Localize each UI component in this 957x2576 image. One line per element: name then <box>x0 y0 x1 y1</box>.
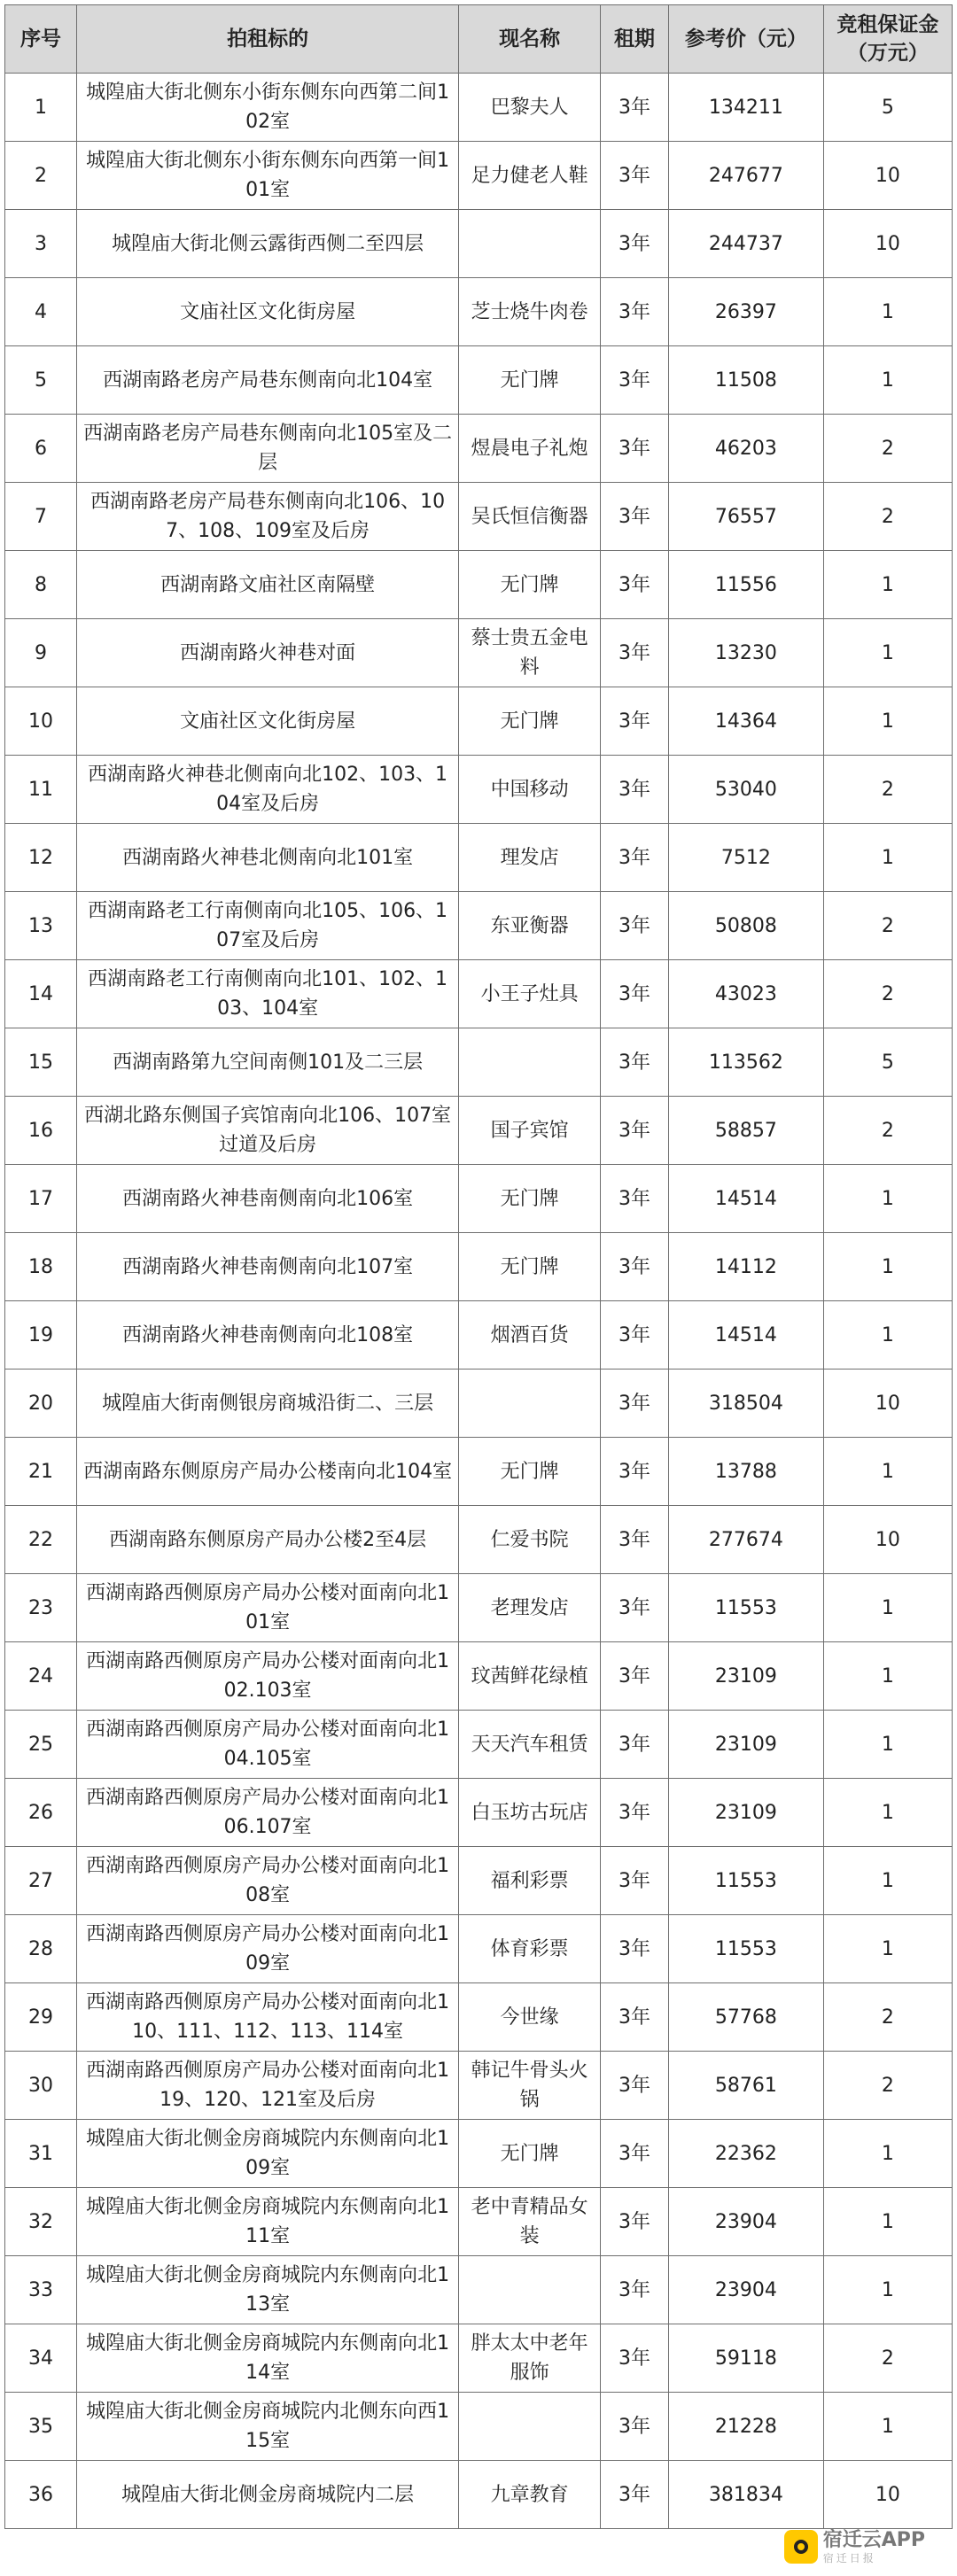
header-property: 拍租标的 <box>77 5 459 74</box>
cell-current-name: 中国移动 <box>459 756 601 824</box>
cell-current-name: 蔡士贵五金电料 <box>459 619 601 687</box>
cell-deposit: 1 <box>823 1574 952 1642</box>
cell-current-name <box>459 2256 601 2324</box>
cell-deposit: 10 <box>823 1369 952 1438</box>
cell-term: 3年 <box>601 210 669 278</box>
cell-term: 3年 <box>601 142 669 210</box>
cell-deposit: 2 <box>823 2324 952 2393</box>
header-index: 序号 <box>5 5 77 74</box>
cell-index: 1 <box>5 74 77 142</box>
cell-term: 3年 <box>601 756 669 824</box>
cell-term: 3年 <box>601 1233 669 1301</box>
table-row <box>5 2052 953 2120</box>
cell-reference-price: 247677 <box>668 142 823 210</box>
cell-term: 3年 <box>601 619 669 687</box>
cell-term: 3年 <box>601 346 669 415</box>
table-row <box>5 483 953 551</box>
cell-property: 西湖南路老房产局巷东侧南向北105室及二层 <box>77 415 459 483</box>
cell-term: 3年 <box>601 824 669 892</box>
cell-property: 西湖南路东侧原房产局办公楼2至4层 <box>77 1506 459 1574</box>
cell-current-name: 巴黎夫人 <box>459 74 601 142</box>
cell-current-name: 玟茜鲜花绿植 <box>459 1642 601 1711</box>
table-row <box>5 415 953 483</box>
cell-property: 西湖南路老房产局巷东侧南向北104室 <box>77 346 459 415</box>
cell-term: 3年 <box>601 892 669 960</box>
cell-index: 27 <box>5 1847 77 1915</box>
cell-index: 12 <box>5 824 77 892</box>
cell-index: 8 <box>5 551 77 619</box>
cell-deposit: 1 <box>823 1438 952 1506</box>
cell-reference-price: 43023 <box>668 960 823 1028</box>
cell-term: 3年 <box>601 2188 669 2256</box>
cell-term: 3年 <box>601 1779 669 1847</box>
cell-property: 西湖南路火神巷南侧南向北106室 <box>77 1165 459 1233</box>
cell-index: 11 <box>5 756 77 824</box>
cell-term: 3年 <box>601 1711 669 1779</box>
cell-reference-price: 11553 <box>668 1915 823 1983</box>
cell-reference-price: 46203 <box>668 415 823 483</box>
rental-auction-table <box>4 4 953 2529</box>
cell-current-name <box>459 1369 601 1438</box>
cell-property: 西湖南路第九空间南侧101及二三层 <box>77 1028 459 1097</box>
cell-term: 3年 <box>601 2052 669 2120</box>
cell-term: 3年 <box>601 1028 669 1097</box>
cell-reference-price: 59118 <box>668 2324 823 2393</box>
table-row <box>5 892 953 960</box>
cell-term: 3年 <box>601 74 669 142</box>
cell-reference-price: 14514 <box>668 1301 823 1369</box>
table-row <box>5 74 953 142</box>
cell-property: 西湖南路火神巷南侧南向北107室 <box>77 1233 459 1301</box>
cell-deposit: 1 <box>823 2256 952 2324</box>
table-body <box>5 74 953 2529</box>
table-row <box>5 551 953 619</box>
cell-deposit: 1 <box>823 1779 952 1847</box>
cell-reference-price: 11553 <box>668 1847 823 1915</box>
cell-current-name: 无门牌 <box>459 1165 601 1233</box>
cell-deposit: 1 <box>823 1711 952 1779</box>
cell-property: 西湖南路西侧原房产局办公楼对面南向北104.105室 <box>77 1711 459 1779</box>
cell-reference-price: 58761 <box>668 2052 823 2120</box>
cell-property: 西湖南路西侧原房产局办公楼对面南向北106.107室 <box>77 1779 459 1847</box>
cell-deposit: 5 <box>823 1028 952 1097</box>
table-row <box>5 2256 953 2324</box>
cell-current-name: 煜晨电子礼炮 <box>459 415 601 483</box>
cell-index: 28 <box>5 1915 77 1983</box>
cell-deposit: 2 <box>823 1983 952 2052</box>
cell-index: 36 <box>5 2461 77 2529</box>
cell-term: 3年 <box>601 1438 669 1506</box>
cell-current-name: 国子宾馆 <box>459 1097 601 1165</box>
cell-deposit: 2 <box>823 483 952 551</box>
cell-index: 17 <box>5 1165 77 1233</box>
cell-reference-price: 57768 <box>668 1983 823 2052</box>
table-row <box>5 824 953 892</box>
cell-property: 西湖南路火神巷南侧南向北108室 <box>77 1301 459 1369</box>
app-watermark <box>784 2530 925 2564</box>
cell-index: 4 <box>5 278 77 346</box>
table-row <box>5 1233 953 1301</box>
cell-term: 3年 <box>601 1847 669 1915</box>
cell-current-name: 理发店 <box>459 824 601 892</box>
cell-current-name: 白玉坊古玩店 <box>459 1779 601 1847</box>
table-row <box>5 210 953 278</box>
cell-index: 3 <box>5 210 77 278</box>
table-row <box>5 1165 953 1233</box>
cell-term: 3年 <box>601 1369 669 1438</box>
table-row <box>5 2188 953 2256</box>
cell-index: 30 <box>5 2052 77 2120</box>
cell-reference-price: 14364 <box>668 687 823 756</box>
cell-deposit: 2 <box>823 415 952 483</box>
table-row <box>5 1847 953 1915</box>
cell-current-name: 无门牌 <box>459 687 601 756</box>
cell-deposit: 1 <box>823 551 952 619</box>
cell-term: 3年 <box>601 415 669 483</box>
cell-deposit: 1 <box>823 687 952 756</box>
cell-reference-price: 14514 <box>668 1165 823 1233</box>
cell-property: 城隍庙大街南侧银房商城沿街二、三层 <box>77 1369 459 1438</box>
cell-deposit: 2 <box>823 892 952 960</box>
cell-term: 3年 <box>601 2120 669 2188</box>
cell-deposit: 1 <box>823 824 952 892</box>
cell-index: 10 <box>5 687 77 756</box>
cell-reference-price: 13788 <box>668 1438 823 1506</box>
cell-deposit: 1 <box>823 1301 952 1369</box>
cell-reference-price: 22362 <box>668 2120 823 2188</box>
cell-index: 2 <box>5 142 77 210</box>
table-row <box>5 1779 953 1847</box>
cell-reference-price: 11556 <box>668 551 823 619</box>
cell-index: 24 <box>5 1642 77 1711</box>
cell-current-name: 无门牌 <box>459 2120 601 2188</box>
cell-term: 3年 <box>601 2256 669 2324</box>
cell-term: 3年 <box>601 960 669 1028</box>
cell-current-name: 仁爱书院 <box>459 1506 601 1574</box>
cell-reference-price: 14112 <box>668 1233 823 1301</box>
cell-term: 3年 <box>601 2324 669 2393</box>
cell-deposit: 1 <box>823 2393 952 2461</box>
cell-current-name <box>459 210 601 278</box>
cell-current-name: 胖太太中老年服饰 <box>459 2324 601 2393</box>
cell-index: 25 <box>5 1711 77 1779</box>
cell-current-name: 吴氏恒信衡器 <box>459 483 601 551</box>
cell-current-name: 体育彩票 <box>459 1915 601 1983</box>
cell-reference-price: 134211 <box>668 74 823 142</box>
table-row <box>5 278 953 346</box>
cell-deposit: 5 <box>823 74 952 142</box>
cell-deposit: 1 <box>823 2188 952 2256</box>
cell-property: 城隍庙大街北侧东小街东侧东向西第一间101室 <box>77 142 459 210</box>
table-row <box>5 619 953 687</box>
cell-property: 西湖南路西侧原房产局办公楼对面南向北119、120、121室及后房 <box>77 2052 459 2120</box>
cell-property: 西湖南路西侧原房产局办公楼对面南向北110、111、112、113、114室 <box>77 1983 459 2052</box>
cell-index: 9 <box>5 619 77 687</box>
cell-term: 3年 <box>601 2461 669 2529</box>
cell-deposit: 2 <box>823 756 952 824</box>
cell-property: 西湖南路老工行南侧南向北101、102、103、104室 <box>77 960 459 1028</box>
table-row <box>5 1301 953 1369</box>
table-row <box>5 1028 953 1097</box>
cell-deposit: 1 <box>823 1915 952 1983</box>
cell-property: 城隍庙大街北侧金房商城院内东侧南向北113室 <box>77 2256 459 2324</box>
cell-property: 西湖南路老房产局巷东侧南向北106、107、108、109室及后房 <box>77 483 459 551</box>
cell-property: 西湖南路东侧原房产局办公楼南向北104室 <box>77 1438 459 1506</box>
table-row <box>5 1574 953 1642</box>
cell-deposit: 2 <box>823 1097 952 1165</box>
cell-deposit: 1 <box>823 1642 952 1711</box>
cell-property: 城隍庙大街北侧金房商城院内东侧南向北114室 <box>77 2324 459 2393</box>
cell-current-name: 无门牌 <box>459 346 601 415</box>
cell-index: 13 <box>5 892 77 960</box>
header-deposit: 竞租保证金（万元） <box>823 5 952 74</box>
cell-reference-price: 26397 <box>668 278 823 346</box>
table-row <box>5 1097 953 1165</box>
table-row <box>5 2120 953 2188</box>
cell-current-name: 韩记牛骨头火锅 <box>459 2052 601 2120</box>
cell-index: 22 <box>5 1506 77 1574</box>
cell-index: 16 <box>5 1097 77 1165</box>
cell-reference-price: 277674 <box>668 1506 823 1574</box>
table-row <box>5 1369 953 1438</box>
cell-term: 3年 <box>601 1301 669 1369</box>
cell-current-name: 烟酒百货 <box>459 1301 601 1369</box>
table-row <box>5 142 953 210</box>
cell-index: 7 <box>5 483 77 551</box>
cell-deposit: 2 <box>823 2052 952 2120</box>
cell-property: 西湖南路西侧原房产局办公楼对面南向北102.103室 <box>77 1642 459 1711</box>
cell-property: 城隍庙大街北侧金房商城院内东侧南向北111室 <box>77 2188 459 2256</box>
header-current-name: 现名称 <box>459 5 601 74</box>
cell-index: 15 <box>5 1028 77 1097</box>
cell-current-name <box>459 2393 601 2461</box>
table-row <box>5 960 953 1028</box>
cell-index: 14 <box>5 960 77 1028</box>
table-row <box>5 1438 953 1506</box>
cell-term: 3年 <box>601 1165 669 1233</box>
cell-deposit: 1 <box>823 1233 952 1301</box>
cell-deposit: 2 <box>823 960 952 1028</box>
cell-current-name: 小王子灶具 <box>459 960 601 1028</box>
cell-property: 城隍庙大街北侧金房商城院内二层 <box>77 2461 459 2529</box>
cell-index: 20 <box>5 1369 77 1438</box>
cell-deposit: 1 <box>823 1165 952 1233</box>
cell-index: 21 <box>5 1438 77 1506</box>
watermark-sub-text: 宿迁日报 <box>822 2551 876 2564</box>
cell-index: 29 <box>5 1983 77 2052</box>
cell-property: 西湖南路火神巷北侧南向北101室 <box>77 824 459 892</box>
cell-reference-price: 7512 <box>668 824 823 892</box>
cell-property: 城隍庙大街北侧云露街西侧二至四层 <box>77 210 459 278</box>
cell-term: 3年 <box>601 1983 669 2052</box>
cell-current-name: 东亚衡器 <box>459 892 601 960</box>
cell-current-name <box>459 1028 601 1097</box>
cell-property: 文庙社区文化街房屋 <box>77 687 459 756</box>
cell-property: 西湖北路东侧国子宾馆南向北106、107室过道及后房 <box>77 1097 459 1165</box>
table-row <box>5 2324 953 2393</box>
cell-current-name: 无门牌 <box>459 1233 601 1301</box>
cell-index: 35 <box>5 2393 77 2461</box>
cell-index: 26 <box>5 1779 77 1847</box>
cell-index: 32 <box>5 2188 77 2256</box>
cell-reference-price: 113562 <box>668 1028 823 1097</box>
cell-current-name: 九章教育 <box>459 2461 601 2529</box>
cell-current-name: 老中青精品女装 <box>459 2188 601 2256</box>
cell-reference-price: 23109 <box>668 1642 823 1711</box>
cell-reference-price: 11553 <box>668 1574 823 1642</box>
cell-deposit: 1 <box>823 619 952 687</box>
table-row <box>5 2461 953 2529</box>
cell-current-name: 福利彩票 <box>459 1847 601 1915</box>
cell-term: 3年 <box>601 1642 669 1711</box>
cell-index: 18 <box>5 1233 77 1301</box>
table-row <box>5 2393 953 2461</box>
table-row <box>5 346 953 415</box>
cell-index: 6 <box>5 415 77 483</box>
cell-property: 西湖南路西侧原房产局办公楼对面南向北101室 <box>77 1574 459 1642</box>
cell-term: 3年 <box>601 551 669 619</box>
cell-property: 西湖南路西侧原房产局办公楼对面南向北109室 <box>77 1915 459 1983</box>
cell-index: 31 <box>5 2120 77 2188</box>
cell-property: 西湖南路西侧原房产局办公楼对面南向北108室 <box>77 1847 459 1915</box>
cell-term: 3年 <box>601 1506 669 1574</box>
header-term: 租期 <box>601 5 669 74</box>
cell-index: 34 <box>5 2324 77 2393</box>
cell-property: 城隍庙大街北侧金房商城院内北侧东向西115室 <box>77 2393 459 2461</box>
cell-current-name: 无门牌 <box>459 1438 601 1506</box>
cell-reference-price: 50808 <box>668 892 823 960</box>
cell-property: 西湖南路火神巷北侧南向北102、103、104室及后房 <box>77 756 459 824</box>
cell-reference-price: 23109 <box>668 1779 823 1847</box>
cell-deposit: 1 <box>823 278 952 346</box>
cell-reference-price: 244737 <box>668 210 823 278</box>
cell-term: 3年 <box>601 1915 669 1983</box>
cell-reference-price: 53040 <box>668 756 823 824</box>
table-row <box>5 1506 953 1574</box>
cell-current-name: 足力健老人鞋 <box>459 142 601 210</box>
cell-term: 3年 <box>601 1574 669 1642</box>
cell-deposit: 10 <box>823 1506 952 1574</box>
cell-reference-price: 318504 <box>668 1369 823 1438</box>
cell-reference-price: 11508 <box>668 346 823 415</box>
cell-reference-price: 13230 <box>668 619 823 687</box>
cell-property: 西湖南路火神巷对面 <box>77 619 459 687</box>
cell-reference-price: 23109 <box>668 1711 823 1779</box>
cell-current-name: 无门牌 <box>459 551 601 619</box>
cell-property: 城隍庙大街北侧金房商城院内东侧南向北109室 <box>77 2120 459 2188</box>
cell-deposit: 1 <box>823 346 952 415</box>
cell-deposit: 10 <box>823 2461 952 2529</box>
cell-index: 23 <box>5 1574 77 1642</box>
cell-reference-price: 23904 <box>668 2256 823 2324</box>
cell-reference-price: 58857 <box>668 1097 823 1165</box>
cell-reference-price: 21228 <box>668 2393 823 2461</box>
header-reference-price: 参考价（元） <box>668 5 823 74</box>
cell-deposit: 10 <box>823 210 952 278</box>
cell-property: 文庙社区文化街房屋 <box>77 278 459 346</box>
table-row <box>5 1642 953 1711</box>
cell-property: 西湖南路文庙社区南隔壁 <box>77 551 459 619</box>
table-row <box>5 687 953 756</box>
cell-deposit: 1 <box>823 2120 952 2188</box>
cell-current-name: 今世缘 <box>459 1983 601 2052</box>
cell-deposit: 10 <box>823 142 952 210</box>
cell-deposit: 1 <box>823 1847 952 1915</box>
cell-term: 3年 <box>601 1097 669 1165</box>
cell-current-name: 老理发店 <box>459 1574 601 1642</box>
cell-index: 33 <box>5 2256 77 2324</box>
table-row <box>5 756 953 824</box>
cell-term: 3年 <box>601 483 669 551</box>
cell-index: 5 <box>5 346 77 415</box>
cell-reference-price: 23904 <box>668 2188 823 2256</box>
cell-current-name: 芝士烧牛肉卷 <box>459 278 601 346</box>
cell-property: 西湖南路老工行南侧南向北105、106、107室及后房 <box>77 892 459 960</box>
cell-property: 城隍庙大街北侧东小街东侧东向西第二间102室 <box>77 74 459 142</box>
table-row <box>5 1711 953 1779</box>
table-header-row <box>5 5 953 74</box>
cell-index: 19 <box>5 1301 77 1369</box>
cell-reference-price: 76557 <box>668 483 823 551</box>
cell-current-name: 天天汽车租赁 <box>459 1711 601 1779</box>
cell-term: 3年 <box>601 2393 669 2461</box>
cell-term: 3年 <box>601 687 669 756</box>
cell-term: 3年 <box>601 278 669 346</box>
table-row <box>5 1983 953 2052</box>
app-logo-icon <box>784 2530 818 2564</box>
watermark-main-text: 宿迁云APP <box>822 2528 925 2551</box>
cell-reference-price: 381834 <box>668 2461 823 2529</box>
table-row <box>5 1915 953 1983</box>
